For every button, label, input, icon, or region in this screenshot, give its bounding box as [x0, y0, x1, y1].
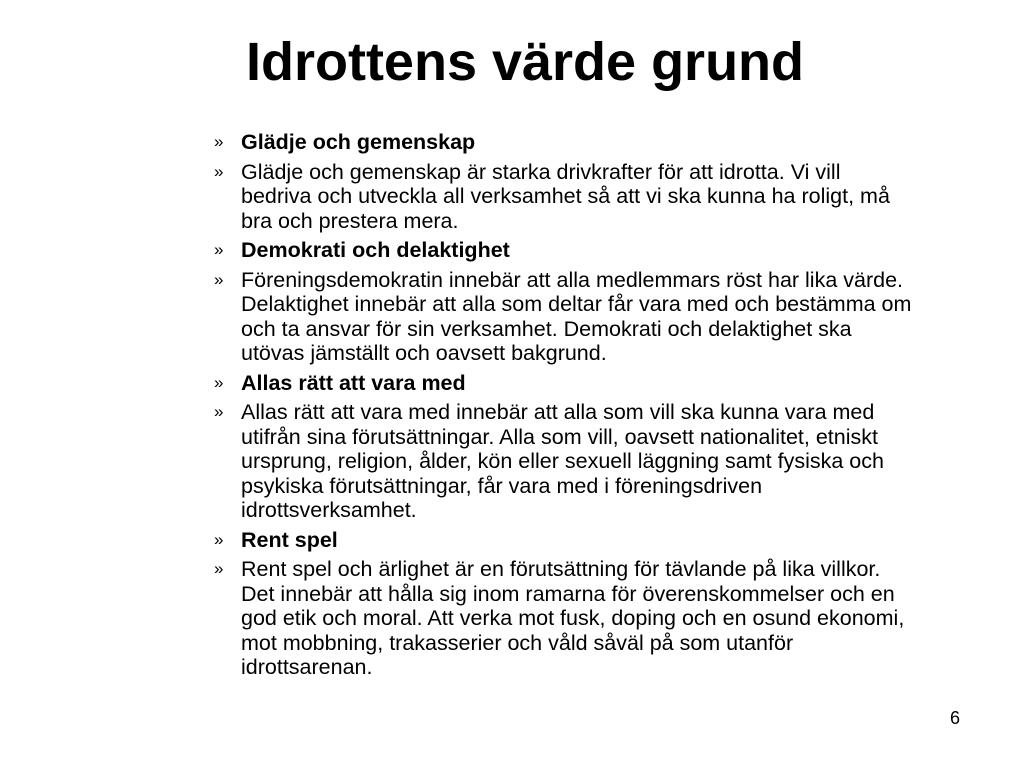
bullet-marker-icon: » — [214, 402, 224, 421]
bullet-text: Allas rätt att vara med innebär att alla som vill ska kunna vara med utifrån sina förutsättningar. Alla som vill, oavsett nationalitet, etniskt ursprung, religion, ålder, kön eller sexuell läggning samt fysiska och psykiska förutsättningar, får vara med i föreningsdriven idrottsverksamhet. — [241, 400, 884, 522]
bullet-paragraph — [214, 557, 914, 680]
bullet-marker-icon: » — [214, 269, 224, 289]
bullet-marker-icon: » — [214, 529, 224, 549]
bullet-paragraph — [214, 160, 914, 234]
bullet-marker-icon: » — [214, 240, 224, 259]
bullet-heading — [214, 528, 914, 553]
bullet-marker-icon: » — [214, 132, 224, 151]
page-number: 6 — [950, 708, 961, 728]
bullet-paragraph — [214, 400, 914, 523]
bullet-text: Demokrati och delaktighet — [241, 238, 510, 262]
bullet-list — [214, 130, 914, 685]
bullet-text: Allas rätt att vara med — [241, 370, 466, 395]
bullet-marker-icon: » — [214, 161, 224, 181]
bullet-marker-icon: » — [214, 372, 224, 392]
bullet-text: Glädje och gemenskap är starka drivkrafter för att idrotta. Vi vill bedriva och utveckla all verksamhet så att vi ska kunna ha roligt, må bra och prestera mera. — [241, 159, 890, 233]
bullet-paragraph — [214, 268, 914, 366]
bullet-text: Föreningsdemokratin innebär att alla medlemmars röst har lika värde. Delaktighet innebär att alla som deltar får vara med och bestämma om och ta ansvar för sin verksamhet. Demokrati och delaktighet ska utövas jämställt och oavsett bakgrund. — [241, 267, 912, 365]
bullet-text: Rent spel och ärlighet är en förutsättning för tävlande på lika villkor. Det innebär att hålla sig inom ramarna för överenskommelser och en god etik och moral. Att verka mot fusk, doping och en osund ekonomi, mot mobbning, trakasserier och våld såväl på som utanför idrottsarenan. — [241, 557, 905, 679]
bullet-text: Glädje och gemenskap — [241, 130, 476, 154]
slide-title: Idrottens värde grund — [245, 32, 805, 92]
bullet-heading — [214, 238, 914, 263]
bullet-marker-icon: » — [214, 559, 224, 578]
bullet-text: Rent spel — [241, 527, 338, 552]
bullet-heading — [214, 371, 914, 396]
bullet-heading — [214, 130, 914, 155]
